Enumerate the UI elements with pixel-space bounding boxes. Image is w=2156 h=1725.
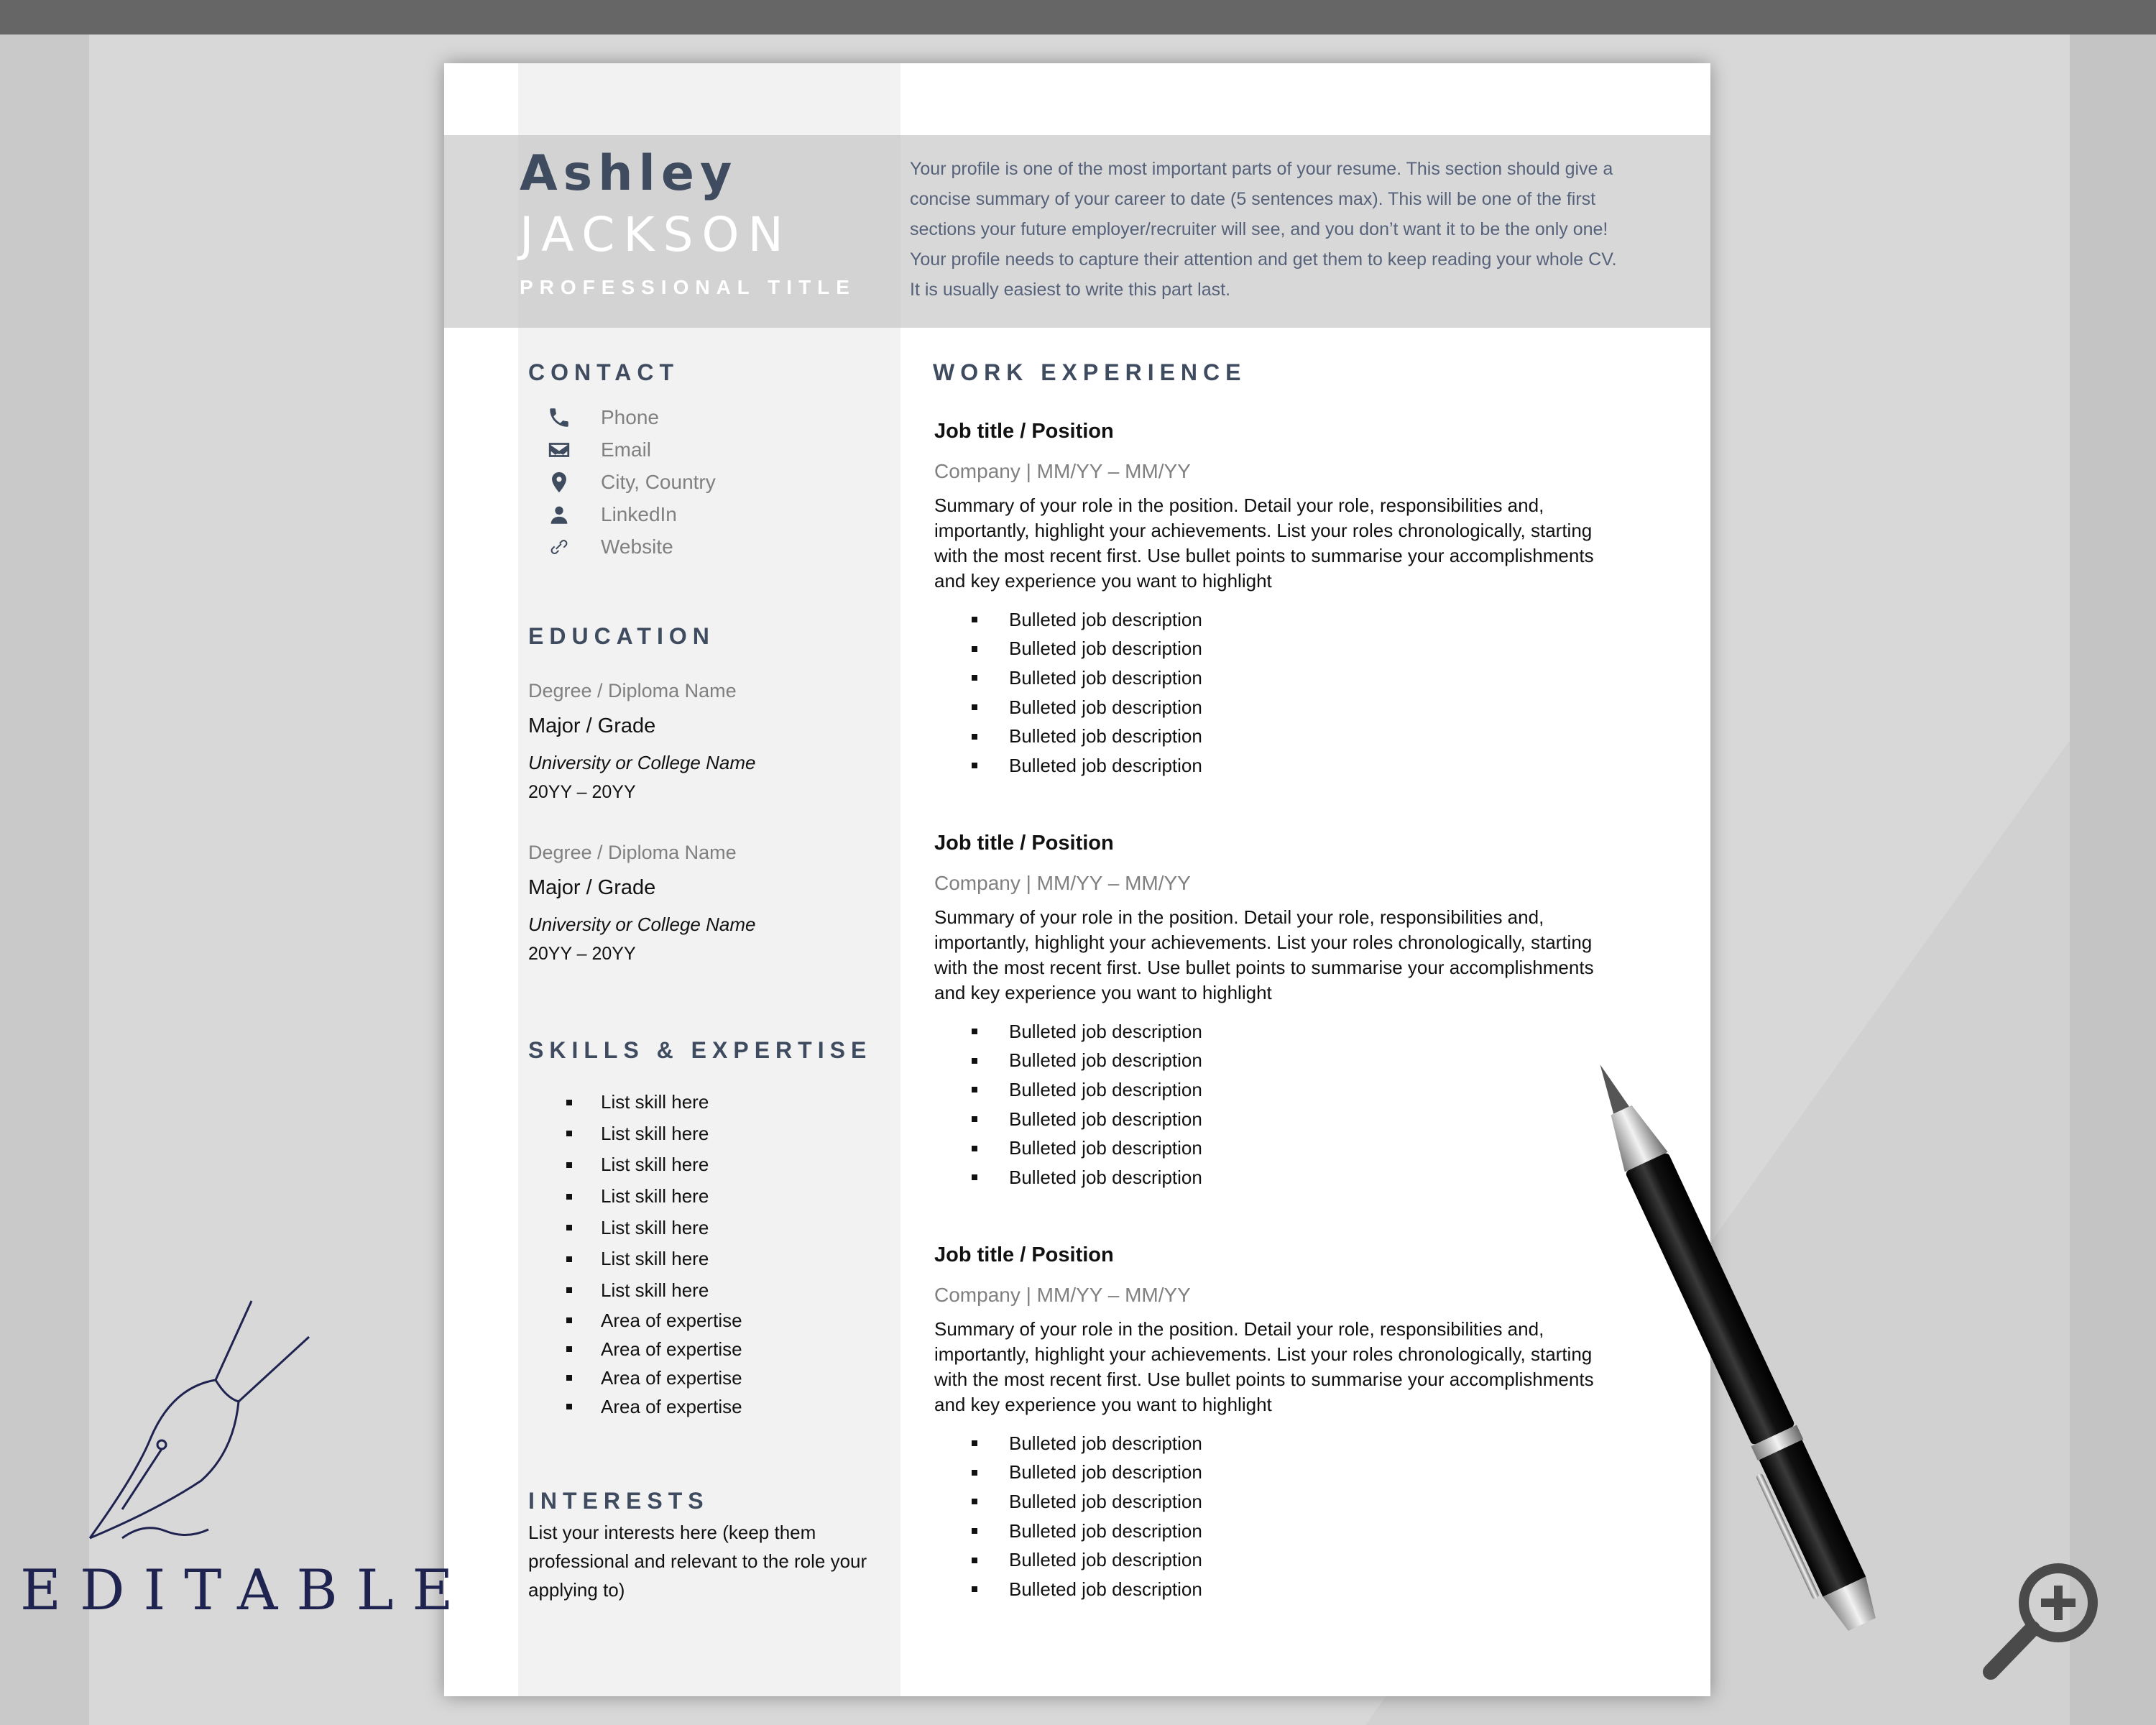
location-icon bbox=[543, 469, 575, 495]
skill-item: List skill here bbox=[566, 1181, 742, 1213]
contact-label: LinkedIn bbox=[601, 502, 677, 525]
fountain-pen-nib-logo bbox=[79, 1294, 323, 1552]
contact-label: Website bbox=[601, 535, 673, 558]
job-bullet: Bulleted job description bbox=[972, 1075, 1595, 1105]
ballpoint-pen bbox=[1567, 1035, 1897, 1653]
university-name: University or College Name bbox=[528, 914, 756, 935]
email-icon bbox=[543, 437, 575, 463]
job-bullet: Bulleted job description bbox=[972, 1545, 1595, 1575]
degree-name: Degree / Diploma Name bbox=[528, 680, 737, 702]
job-bullet: Bulleted job description bbox=[972, 1517, 1595, 1546]
job-bullet: Bulleted job description bbox=[972, 605, 1595, 635]
zoom-in-icon[interactable] bbox=[1981, 1558, 2111, 1682]
contact-list bbox=[543, 401, 716, 563]
job-bullet: Bulleted job description bbox=[972, 1046, 1595, 1076]
skills-list bbox=[566, 1087, 742, 1421]
link-icon bbox=[543, 534, 575, 560]
contact-heading: CONTACT bbox=[528, 359, 680, 385]
phone-icon bbox=[543, 405, 575, 431]
job-title: Job title / Position bbox=[934, 832, 1114, 855]
job-summary: Summary of your role in the position. Detail your role, responsibilities and, importantly, highlight your achievements. List your roles chronologically, starting with the most recent first. Use bullet points to summarise your accomplishments and key experience you want to highlight bbox=[934, 1318, 1594, 1415]
job-company-dates: Company | MM/YY – MM/YY bbox=[934, 460, 1191, 482]
job-bullet: Bulleted job description bbox=[972, 663, 1595, 693]
skill-item: List skill here bbox=[566, 1087, 742, 1118]
interests-text: List your interests here (keep them professional and relevant to the role your applying to) bbox=[528, 1522, 867, 1601]
skill-item: List skill here bbox=[566, 1118, 742, 1150]
skill-item: List skill here bbox=[566, 1243, 742, 1275]
job-bullet: Bulleted job description bbox=[972, 1133, 1595, 1163]
job-bullet: Bulleted job description bbox=[972, 1163, 1595, 1192]
resume-page bbox=[444, 63, 1710, 1696]
interests-heading: INTERESTS bbox=[528, 1488, 709, 1514]
job-bullet: Bulleted job description bbox=[972, 722, 1595, 751]
linkedin-icon bbox=[543, 502, 575, 528]
education-years: 20YY – 20YY bbox=[528, 944, 636, 964]
job-bullet: Bulleted job description bbox=[972, 1575, 1595, 1604]
job-entry bbox=[934, 832, 1595, 1192]
university-name: University or College Name bbox=[528, 752, 756, 773]
job-entry bbox=[934, 1243, 1595, 1604]
contact-label: Email bbox=[601, 438, 652, 461]
contact-label: City, Country bbox=[601, 470, 716, 493]
contact-item-linkedin bbox=[543, 498, 716, 530]
education-entry bbox=[528, 680, 888, 803]
contact-label: Phone bbox=[601, 405, 659, 428]
job-bullet: Bulleted job description bbox=[972, 1105, 1595, 1134]
first-name: Ashley bbox=[520, 145, 738, 202]
job-summary: Summary of your role in the position. Detail your role, responsibilities and, importantly, highlight your achievements. List your roles chronologically, starting with the most recent first. Use bullet points to summarise your accomplishments and key experience you want to highlight bbox=[934, 494, 1594, 592]
major-grade: Major / Grade bbox=[528, 876, 656, 899]
job-title: Job title / Position bbox=[934, 1243, 1114, 1266]
work-experience-heading: WORK EXPERIENCE bbox=[933, 359, 1247, 385]
degree-name: Degree / Diploma Name bbox=[528, 842, 737, 863]
job-title: Job title / Position bbox=[934, 420, 1114, 443]
job-summary: Summary of your role in the position. Detail your role, responsibilities and, importantly, highlight your achievements. List your roles chronologically, starting with the most recent first. Use bullet points to summarise your accomplishments and key experience you want to highlight bbox=[934, 906, 1594, 1003]
profile-summary: Your profile is one of the most important parts of your resume. This section should give a concise summary of your career to date (5 sentences max). This will be one of the first sections your future employer/recruiter will see, and you don’t want it to be the only one! Your profile needs to capture their attention and get them to keep reading your whole CV. It is usually easiest to write this part last. bbox=[910, 159, 1617, 300]
job-bullet: Bulleted job description bbox=[972, 635, 1595, 664]
job-bullet: Bulleted job description bbox=[972, 1017, 1595, 1046]
expertise-item: Area of expertise bbox=[566, 1306, 742, 1335]
contact-item-website bbox=[543, 530, 716, 563]
job-bullet: Bulleted job description bbox=[972, 751, 1595, 781]
major-grade: Major / Grade bbox=[528, 714, 656, 737]
education-entry bbox=[528, 842, 888, 965]
skill-item: List skill here bbox=[566, 1212, 742, 1243]
job-bullet: Bulleted job description bbox=[972, 693, 1595, 722]
contact-item-phone bbox=[543, 401, 716, 433]
contact-item-email bbox=[543, 433, 716, 466]
job-company-dates: Company | MM/YY – MM/YY bbox=[934, 1284, 1191, 1306]
job-bullets bbox=[934, 1429, 1595, 1604]
job-entry bbox=[934, 420, 1595, 781]
job-bullets bbox=[934, 1017, 1595, 1192]
expertise-item: Area of expertise bbox=[566, 1335, 742, 1363]
last-name: JACKSON bbox=[520, 207, 792, 262]
contact-item-location bbox=[543, 466, 716, 498]
job-bullet: Bulleted job description bbox=[972, 1429, 1595, 1458]
skills-heading: SKILLS & EXPERTISE bbox=[528, 1037, 872, 1063]
backdrop-right-strip bbox=[2070, 34, 2156, 1725]
job-bullets bbox=[934, 605, 1595, 781]
skill-item: List skill here bbox=[566, 1149, 742, 1181]
job-bullet: Bulleted job description bbox=[972, 1487, 1595, 1517]
expertise-item: Area of expertise bbox=[566, 1392, 742, 1421]
skill-item: List skill here bbox=[566, 1275, 742, 1307]
job-bullet: Bulleted job description bbox=[972, 1458, 1595, 1488]
professional-title: PROFESSIONAL TITLE bbox=[520, 276, 856, 298]
editable-label: EDITABLE bbox=[20, 1558, 472, 1623]
expertise-item: Area of expertise bbox=[566, 1363, 742, 1392]
education-years: 20YY – 20YY bbox=[528, 782, 636, 802]
job-company-dates: Company | MM/YY – MM/YY bbox=[934, 872, 1191, 894]
education-heading: EDUCATION bbox=[528, 623, 715, 649]
